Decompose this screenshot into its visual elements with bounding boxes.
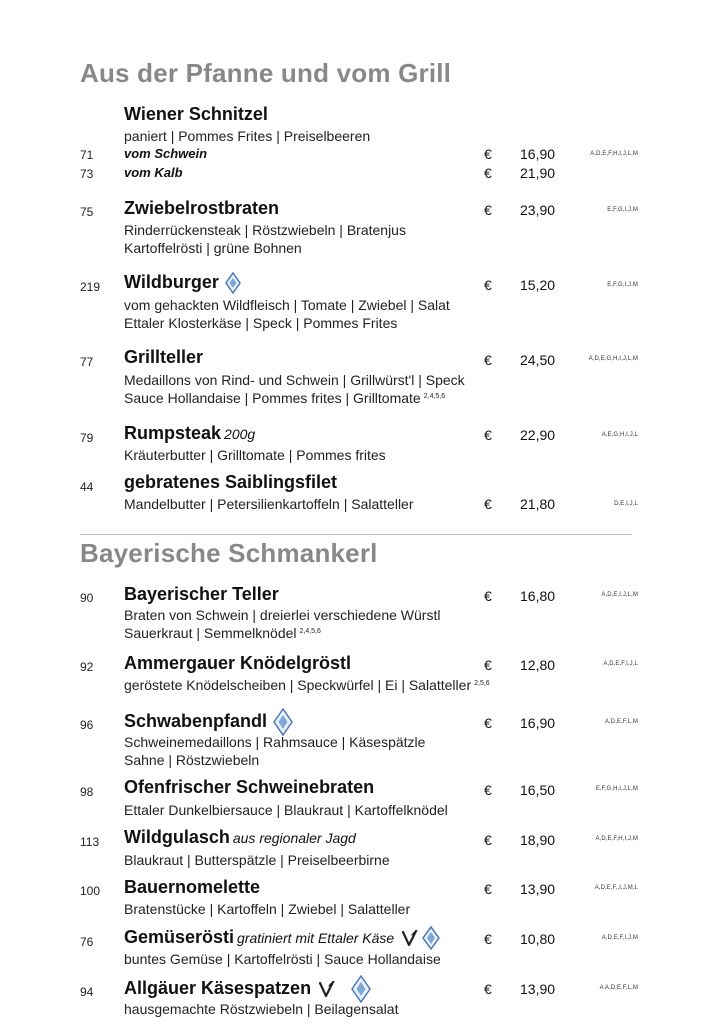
dish-desc: vom gehackten Wildfleisch | Tomate | Zwiebel | Salat: [124, 297, 450, 313]
dish-desc: hausgemachte Röstzwiebeln | Beilagensalat: [124, 1001, 399, 1017]
dish-number: 71: [80, 148, 94, 162]
additive-codes: 2,4,5,6: [299, 628, 321, 635]
dish-number: 90: [80, 591, 94, 605]
allergen-codes: D,E,I,J,L: [614, 501, 638, 507]
currency-symbol: €: [484, 496, 492, 512]
additive-codes: 2,5,6: [474, 680, 490, 687]
allergen-codes: A,D,E,F,H,I,J,M: [595, 836, 638, 842]
price: 16,90: [520, 715, 556, 731]
variant-label-kalb: vom Kalb: [124, 165, 183, 180]
dish-note: gratiniert mit Ettaler Käse: [237, 929, 395, 946]
section-title-grill: Aus der Pfanne und vom Grill: [80, 58, 452, 88]
currency-symbol: €: [484, 715, 492, 731]
dish-desc-wiener-schnitzel: paniert | Pommes Frites | Preiselbeeren: [124, 128, 371, 144]
currency-symbol: €: [484, 782, 492, 798]
dish-desc: Braten von Schwein | dreierlei verschiedene Würstl: [124, 607, 441, 623]
currency-symbol: €: [484, 657, 492, 673]
allergen-codes: A A,D,E,F,L,M: [599, 985, 638, 991]
allergen-codes: A,E,G,H,I,J,L: [601, 432, 638, 438]
diamond-badge-icon: [422, 926, 440, 950]
dish-name: Bayerischer Teller: [124, 584, 279, 604]
allergen-codes: E,F,G,I,J,M: [607, 207, 638, 213]
allergen-codes: A,D,E,F,L,M: [604, 719, 638, 725]
currency-symbol: €: [484, 881, 492, 897]
dish-desc: Medaillons von Rind- und Schwein | Grillwürst'l | Speck: [124, 372, 465, 388]
price: 12,80: [520, 657, 556, 673]
price: 10,80: [520, 931, 556, 947]
additive-codes: 2,4,5,6: [423, 393, 446, 400]
currency-symbol: €: [484, 931, 492, 947]
price: 16,50: [520, 782, 556, 798]
allergen-codes: A,D,E,F,H,I,J,L,M: [590, 151, 638, 157]
dish-name: Schwabenpfandl: [124, 708, 293, 736]
price: 22,90: [520, 427, 556, 443]
diamond-badge-icon: [351, 975, 371, 1003]
currency-symbol: €: [484, 832, 492, 848]
price: 24,50: [520, 352, 556, 368]
allergen-codes: A,D,E,F,I,J,M: [601, 935, 638, 941]
dish-number: 44: [80, 480, 94, 494]
dish-desc: Rinderrückensteak | Röstzwiebeln | Bratenjus: [124, 222, 406, 238]
dish-name: Grillteller: [124, 347, 204, 367]
dish-number: 96: [80, 718, 94, 732]
currency-symbol: €: [484, 352, 492, 368]
allergen-codes: A,D,E,F,I,J,L: [603, 661, 638, 667]
dish-number: 98: [80, 785, 94, 799]
price: 16,80: [520, 588, 556, 604]
allergen-codes: E,F,G,H,I,J,L,M: [595, 786, 638, 792]
dish-name: gebratenes Saiblingsfilet: [124, 472, 338, 492]
dish-number: 219: [80, 280, 101, 294]
dish-note: 200g: [224, 426, 256, 442]
price: 21,90: [520, 165, 556, 181]
currency-symbol: €: [484, 588, 492, 604]
dish-name: Bauernomelette: [124, 877, 261, 897]
dish-name: Rumpsteak 200g: [124, 423, 256, 443]
allergen-codes: A,D,E,G,H,I,J,L,M: [588, 356, 638, 362]
price: 23,90: [520, 202, 556, 218]
price: 15,20: [520, 277, 556, 293]
dish-desc: Sauerkraut | Semmelknödel $^{2,4,5,6}$: [124, 625, 321, 641]
dish-desc: geröstete Knödelscheiben | Speckwürfel | Ei | Salatteller $^{2,5,6}$: [124, 677, 490, 693]
currency-symbol: €: [484, 427, 492, 443]
dish-number: 79: [80, 431, 94, 445]
price: 13,90: [520, 981, 556, 997]
dish-desc: Ettaler Klosterkäse | Speck | Pommes Frites: [124, 315, 398, 331]
dish-number: 113: [80, 835, 100, 849]
dish-number: 92: [80, 660, 94, 674]
dish-desc: Sauce Hollandaise | Pommes frites | Grilltomate $^{2,4,5,6}$: [124, 390, 446, 406]
variant-label-schwein: vom Schwein: [124, 146, 208, 161]
price: 18,90: [520, 832, 556, 848]
diamond-badge-icon: [273, 708, 293, 736]
allergen-codes: A,D,E,F,,I,J,M,L: [594, 885, 638, 891]
dish-desc: Blaukraut | Butterspätzle | Preiselbeerbirne: [124, 852, 390, 868]
dish-desc: Bratenstücke | Kartoffeln | Zwiebel | Salatteller: [124, 901, 411, 917]
section-divider: [80, 534, 632, 535]
leaf-v-icon: [317, 979, 337, 999]
dish-desc: Schweinemedaillons | Rahmsauce | Käsespätzle: [124, 734, 426, 750]
dish-name: Ofenfrischer Schweinebraten: [124, 777, 375, 797]
currency-symbol: €: [484, 277, 492, 293]
dish-desc: Kräuterbutter | Grilltomate | Pommes frites: [124, 447, 386, 463]
dish-number: 77: [80, 355, 94, 369]
dish-number: 100: [80, 884, 101, 898]
currency-symbol: €: [484, 202, 492, 218]
price: 16,90: [520, 146, 556, 162]
leaf-v-icon: [400, 928, 420, 948]
price: 13,90: [520, 881, 556, 897]
dish-number: 73: [80, 167, 94, 181]
dish-desc: Mandelbutter | Petersilienkartoffeln | Salatteller: [124, 496, 414, 512]
dish-desc: Kartoffelrösti | grüne Bohnen: [124, 240, 302, 256]
price: 21,80: [520, 496, 556, 512]
dish-name: Allgäuer Käsespatzen: [124, 975, 371, 1003]
allergen-codes: E,F,G,I,J,M: [607, 282, 638, 288]
dish-name: Gemüserösti gratiniert mit Ettaler Käse: [124, 926, 440, 950]
dish-name-wiener-schnitzel: Wiener Schnitzel: [124, 104, 268, 124]
currency-symbol: €: [484, 146, 492, 162]
dish-name: Wildgulasch aus regionaler Jagd: [124, 827, 356, 847]
dish-desc: Ettaler Dunkelbiersauce | Blaukraut | Kartoffelknödel: [124, 802, 448, 818]
currency-symbol: €: [484, 981, 492, 997]
dish-number: 76: [80, 935, 94, 949]
dish-desc: buntes Gemüse | Kartoffelrösti | Sauce Hollandaise: [124, 951, 441, 967]
diamond-badge-icon: [225, 272, 241, 294]
currency-symbol: €: [484, 165, 492, 181]
dish-note: aus regionaler Jagd: [232, 830, 356, 846]
dish-name: Zwiebelrostbraten: [124, 198, 280, 218]
dish-name: Ammergauer Knödelgröstl: [124, 653, 352, 673]
dish-name: Wildburger: [124, 272, 241, 294]
dish-number: 75: [80, 205, 94, 219]
allergen-codes: A,D,E,I,J,L,M: [601, 592, 638, 598]
dish-number: 94: [80, 985, 94, 999]
section-title-schmankerl: Bayerische Schmankerl: [80, 538, 378, 568]
dish-desc: Sahne | Röstzwiebeln: [124, 752, 260, 768]
